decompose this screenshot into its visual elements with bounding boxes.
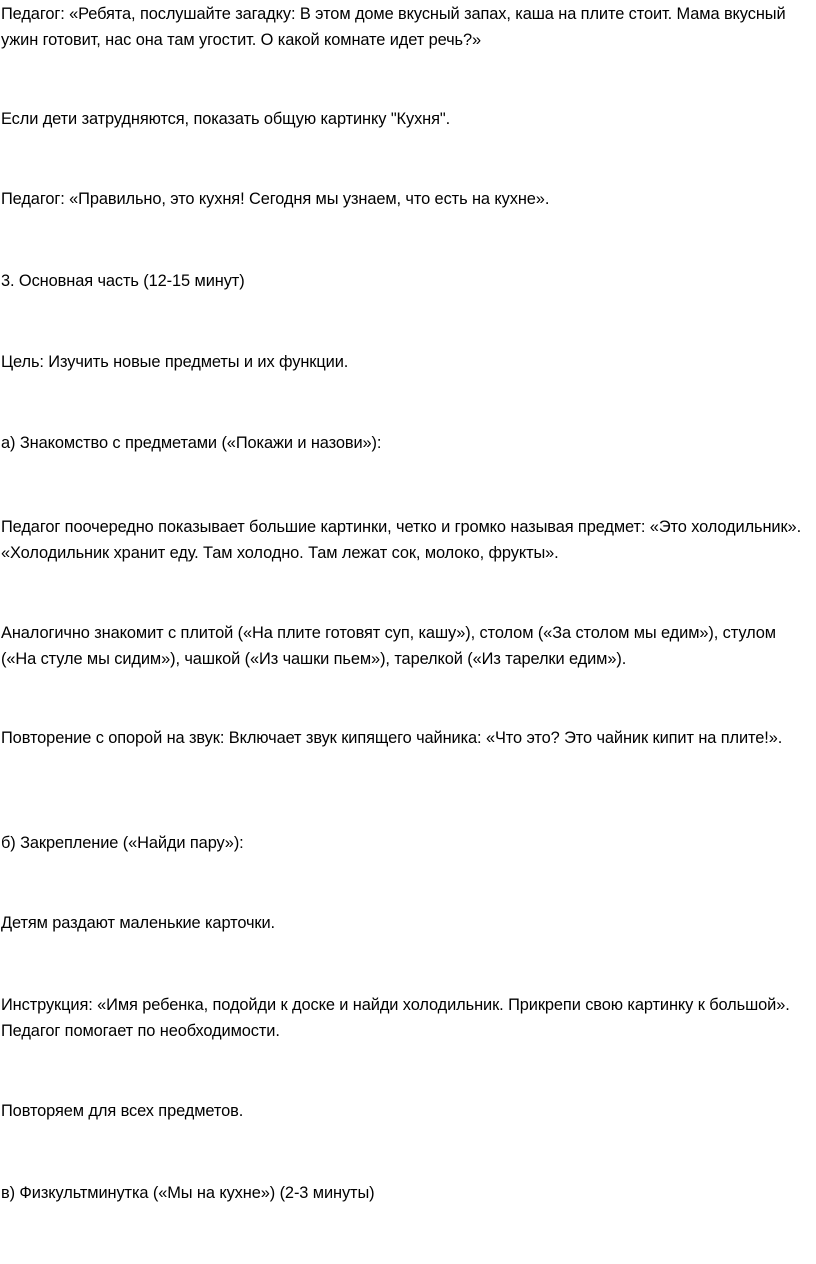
subsection-heading-c: в) Физкультминутка («Мы на кухне») (2-3 минуты) (1, 1184, 375, 1202)
paragraph-other-items: Аналогично знакомит с плитой («На плите готовят суп, кашу»), столом («За столом мы едим»), стулом («На стуле мы сидим»), чашкой («Из чашки пьем»), тарелкой («Из тарелки едим»). (1, 624, 776, 668)
paragraph-repeat-all: Повторяем для всех предметов. (1, 1102, 244, 1120)
paragraph-answer: Педагог: «Правильно, это кухня! Сегодня мы узнаем, что есть на кухне». (1, 190, 550, 208)
paragraph-riddle: Педагог: «Ребята, послушайте загадку: В этом доме вкусный запах, каша на плите стоит. Мама вкусный ужин готовит, нас она там угостит. О какой комнате идет речь?» (1, 5, 786, 49)
section-heading-main-part: 3. Основная часть (12-15 минут) (1, 272, 245, 290)
subsection-heading-b: б) Закрепление («Найди пару»): (1, 834, 244, 852)
paragraph-goal: Цель: Изучить новые предметы и их функции. (1, 353, 349, 371)
paragraph-sound-repeat: Повторение с опорой на звук: Включает звук кипящего чайника: «Что это? Это чайник кипит на плите!». (1, 729, 783, 747)
paragraph-cards: Детям раздают маленькие карточки. (1, 914, 276, 932)
paragraph-instruction: Инструкция: «Имя ребенка, подойди к доске и найди холодильник. Прикрепи свою картинку к большой». Педагог помогает по необходимости. (1, 996, 790, 1040)
paragraph-fridge: Педагог поочередно показывает большие картинки, четко и громко называя предмет: «Это холодильник». «Холодильник хранит еду. Там холодно. Там лежат сок, молоко, фрукты». (1, 518, 802, 562)
subsection-heading-a: а) Знакомство с предметами («Покажи и назови»): (1, 434, 382, 452)
paragraph-hint: Если дети затрудняются, показать общую картинку "Кухня". (1, 110, 451, 128)
